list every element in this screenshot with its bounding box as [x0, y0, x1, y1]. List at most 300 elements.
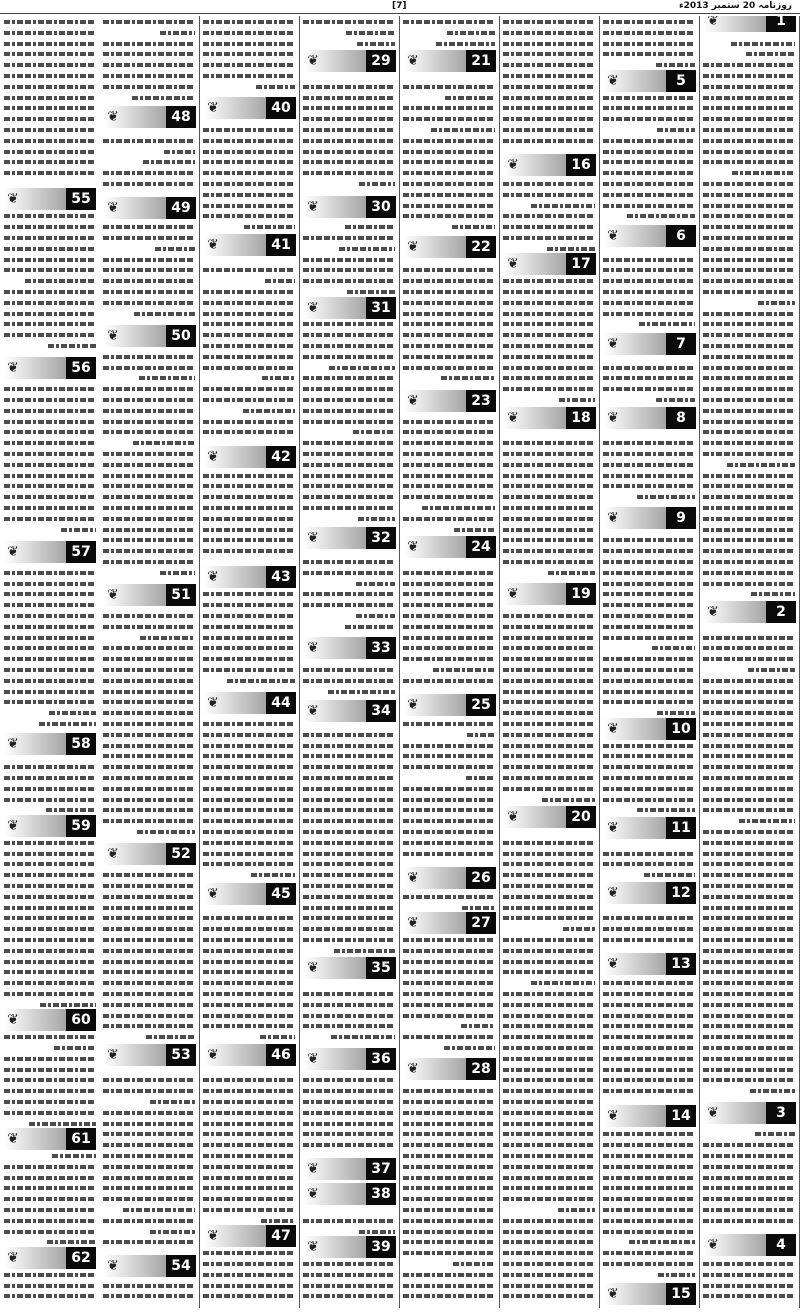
text-line	[103, 927, 195, 931]
text-line	[203, 733, 295, 737]
text-line	[503, 322, 595, 326]
text-line	[603, 171, 695, 175]
text-line	[4, 247, 96, 251]
text-line	[603, 1186, 695, 1190]
text-line	[356, 582, 395, 586]
section-number: 44	[266, 692, 296, 714]
leaf-ornament-icon: ❦	[7, 736, 19, 752]
leaf-ornament-icon: ❦	[307, 1051, 319, 1067]
text-line	[150, 1100, 195, 1104]
section-number: 13	[666, 953, 696, 975]
text-line	[103, 733, 195, 737]
text-line	[4, 992, 96, 996]
text-line	[461, 1024, 495, 1028]
text-line	[637, 808, 695, 812]
text-line	[657, 128, 695, 132]
text-line	[703, 798, 795, 802]
text-line	[603, 150, 695, 154]
section-header-58	[4, 733, 96, 755]
section-number: 54	[166, 1255, 196, 1277]
section-header-60	[4, 1009, 96, 1031]
leaf-ornament-icon: ❦	[507, 410, 519, 426]
text-line	[403, 657, 495, 661]
text-line	[503, 1230, 595, 1234]
text-line	[403, 1111, 495, 1115]
leaf-ornament-icon: ❦	[607, 73, 619, 89]
text-line	[103, 20, 195, 24]
text-line	[703, 1046, 795, 1050]
text-line	[260, 1035, 295, 1039]
text-line	[203, 798, 295, 802]
text-line	[4, 603, 96, 607]
text-line	[703, 636, 795, 640]
section-header-17	[504, 253, 596, 275]
text-line	[503, 646, 595, 650]
text-line	[703, 474, 795, 478]
text-line	[61, 528, 96, 532]
text-line	[403, 85, 495, 89]
text-line	[403, 204, 495, 208]
news-column-4	[300, 16, 400, 1308]
text-line	[467, 733, 495, 737]
text-line	[603, 1143, 695, 1147]
text-line	[603, 927, 695, 931]
text-line	[503, 42, 595, 46]
text-line	[203, 171, 295, 175]
text-line	[203, 322, 295, 326]
section-header-49	[104, 197, 196, 219]
section-header-48	[104, 106, 196, 128]
text-line	[303, 1111, 395, 1115]
text-line	[703, 409, 795, 413]
text-line	[503, 495, 595, 499]
text-line	[503, 938, 595, 942]
text-line	[4, 636, 96, 640]
section-number: 38	[366, 1183, 396, 1205]
text-line	[103, 1111, 195, 1115]
section-header-35	[304, 957, 396, 979]
text-line	[4, 301, 96, 305]
text-line	[403, 268, 495, 272]
leaf-ornament-icon: ❦	[407, 870, 419, 886]
section-header-15	[604, 1283, 696, 1305]
text-line	[503, 1154, 595, 1158]
text-line	[503, 225, 595, 229]
text-line	[731, 42, 795, 46]
text-line	[4, 1284, 96, 1288]
text-line	[303, 571, 395, 575]
leaf-ornament-icon: ❦	[207, 1047, 219, 1063]
text-line	[403, 1176, 495, 1180]
text-line	[4, 765, 96, 769]
text-line	[134, 312, 195, 316]
text-line	[4, 430, 96, 434]
text-line	[703, 193, 795, 197]
section-number: 34	[366, 700, 396, 722]
text-line	[256, 85, 295, 89]
text-line	[503, 1024, 595, 1028]
text-line	[303, 1262, 395, 1266]
text-line	[503, 1176, 595, 1180]
text-line	[503, 1035, 595, 1039]
text-line	[656, 63, 695, 67]
text-line	[503, 85, 595, 89]
text-line	[262, 376, 295, 380]
text-line	[103, 1197, 195, 1201]
text-line	[303, 1014, 395, 1018]
text-line	[503, 484, 595, 488]
text-line	[503, 722, 595, 726]
text-line	[703, 150, 795, 154]
text-line	[103, 765, 195, 769]
section-header-11	[604, 817, 696, 839]
text-line	[4, 441, 96, 445]
text-line	[203, 1273, 295, 1277]
text-line	[703, 722, 795, 726]
text-line	[303, 344, 395, 348]
leaf-ornament-icon: ❦	[507, 256, 519, 272]
text-line	[203, 970, 295, 974]
leaf-ornament-icon: ❦	[607, 956, 619, 972]
text-line	[328, 690, 395, 694]
text-line	[603, 754, 695, 758]
text-line	[329, 366, 395, 370]
text-line	[703, 1186, 795, 1190]
section-header-18	[504, 407, 596, 429]
text-line	[303, 603, 395, 607]
text-line	[703, 970, 795, 974]
text-line	[603, 96, 695, 100]
text-line	[603, 193, 695, 197]
text-line	[403, 484, 495, 488]
text-line	[503, 1014, 595, 1018]
text-line	[603, 625, 695, 629]
leaf-ornament-icon: ❦	[307, 300, 319, 316]
text-line	[542, 798, 595, 802]
text-line	[403, 160, 495, 164]
text-line	[558, 1208, 595, 1212]
text-line	[503, 1251, 595, 1255]
text-line	[103, 819, 195, 823]
text-line	[303, 160, 395, 164]
section-number: 2	[766, 601, 796, 623]
section-number: 15	[666, 1283, 696, 1305]
text-line	[503, 1165, 595, 1169]
text-line	[503, 862, 595, 866]
text-line	[503, 970, 595, 974]
text-line	[303, 1294, 395, 1298]
section-header-37	[304, 1158, 396, 1180]
section-number: 18	[566, 407, 596, 429]
text-line	[103, 387, 195, 391]
text-line	[703, 830, 795, 834]
text-line	[503, 549, 595, 553]
text-line	[4, 74, 96, 78]
text-line	[303, 474, 395, 478]
text-line	[203, 366, 295, 370]
text-line	[203, 1186, 295, 1190]
section-number: 57	[66, 541, 96, 563]
text-line	[303, 441, 395, 445]
leaf-ornament-icon: ❦	[7, 191, 19, 207]
text-line	[603, 1089, 695, 1093]
text-line	[603, 1132, 695, 1136]
text-line	[547, 247, 595, 251]
text-line	[503, 657, 595, 661]
text-line	[103, 484, 195, 488]
text-line	[503, 841, 595, 845]
text-line	[359, 1230, 395, 1234]
leaf-ornament-icon: ❦	[407, 697, 419, 713]
text-line	[603, 160, 695, 164]
section-number: 27	[466, 912, 496, 934]
text-line	[4, 841, 96, 845]
text-line	[103, 1186, 195, 1190]
text-line	[703, 63, 795, 67]
text-line	[453, 1262, 495, 1266]
text-line	[403, 20, 495, 24]
text-line	[603, 20, 695, 24]
text-line	[4, 1089, 96, 1093]
leaf-ornament-icon: ❦	[7, 818, 19, 834]
text-line	[703, 765, 795, 769]
section-number: 16	[566, 154, 596, 176]
text-line	[403, 1219, 495, 1223]
text-line	[303, 754, 395, 758]
text-line	[203, 31, 295, 35]
text-line	[503, 366, 595, 370]
text-line	[303, 1284, 395, 1288]
text-line	[103, 1078, 195, 1082]
text-line	[4, 884, 96, 888]
text-line	[357, 42, 395, 46]
text-line	[203, 290, 295, 294]
section-header-57	[4, 541, 96, 563]
text-line	[603, 916, 695, 920]
leaf-ornament-icon: ❦	[307, 1186, 319, 1202]
text-line	[629, 1240, 695, 1244]
text-line	[103, 1240, 195, 1244]
text-line	[4, 495, 96, 499]
text-line	[4, 171, 96, 175]
text-line	[103, 1122, 195, 1126]
news-column-2	[100, 16, 200, 1308]
text-line	[303, 798, 395, 802]
text-line	[503, 355, 595, 359]
text-line	[103, 182, 195, 186]
text-line	[103, 1219, 195, 1223]
text-line	[703, 981, 795, 985]
text-line	[703, 279, 795, 283]
section-number: 17	[566, 253, 596, 275]
section-header-31	[304, 297, 396, 319]
text-line	[103, 744, 195, 748]
text-line	[403, 322, 495, 326]
section-header-5	[604, 70, 696, 92]
text-line	[203, 1122, 295, 1126]
text-line	[203, 506, 295, 510]
section-header-4	[704, 1234, 796, 1256]
text-line	[403, 895, 495, 899]
text-line	[603, 852, 695, 856]
text-line	[503, 1284, 595, 1288]
section-header-32	[304, 527, 396, 549]
text-line	[203, 528, 295, 532]
text-line	[103, 560, 195, 564]
text-line	[203, 150, 295, 154]
text-line	[703, 754, 795, 758]
text-line	[4, 1186, 96, 1190]
leaf-ornament-icon: ❦	[107, 846, 119, 862]
text-line	[303, 106, 395, 110]
section-number: 43	[266, 566, 296, 588]
text-line	[403, 333, 495, 337]
text-line	[403, 1100, 495, 1104]
section-number: 61	[66, 1128, 96, 1150]
leaf-ornament-icon: ❦	[7, 544, 19, 560]
text-line	[103, 700, 195, 704]
text-line	[503, 506, 595, 510]
text-line	[703, 160, 795, 164]
text-line	[658, 1273, 695, 1277]
text-line	[25, 279, 96, 283]
text-line	[303, 258, 395, 262]
section-number: 50	[166, 325, 196, 347]
leaf-ornament-icon: ❦	[707, 1237, 719, 1253]
text-line	[403, 592, 495, 596]
text-line	[603, 484, 695, 488]
section-header-41	[204, 234, 296, 256]
text-line	[103, 495, 195, 499]
text-line	[103, 1014, 195, 1018]
text-line	[303, 96, 395, 100]
news-column-1	[0, 16, 100, 1308]
section-number: 32	[366, 527, 396, 549]
text-line	[603, 668, 695, 672]
text-line	[133, 441, 195, 445]
text-line	[4, 117, 96, 121]
text-line	[203, 63, 295, 67]
text-line	[403, 636, 495, 640]
text-line	[4, 312, 96, 316]
text-line	[403, 765, 495, 769]
text-line	[103, 646, 195, 650]
text-line	[403, 171, 495, 175]
text-line	[703, 247, 795, 251]
text-line	[52, 1154, 96, 1158]
section-header-22	[404, 236, 496, 258]
text-line	[703, 1078, 795, 1082]
section-number: 23	[466, 390, 496, 412]
text-line	[503, 668, 595, 672]
text-line	[4, 20, 96, 24]
text-line	[503, 765, 595, 769]
leaf-ornament-icon: ❦	[707, 604, 719, 620]
text-line	[303, 322, 395, 326]
text-line	[703, 376, 795, 380]
text-line	[203, 1111, 295, 1115]
section-header-12	[604, 882, 696, 904]
section-header-23	[404, 390, 496, 412]
text-line	[603, 636, 695, 640]
section-number: 37	[366, 1158, 396, 1180]
text-line	[703, 258, 795, 262]
text-line	[303, 1089, 395, 1093]
text-line	[347, 290, 395, 294]
text-line	[203, 301, 295, 305]
text-line	[703, 290, 795, 294]
text-line	[703, 128, 795, 132]
text-line	[103, 625, 195, 629]
text-line	[359, 182, 395, 186]
section-number: 39	[366, 1236, 396, 1258]
text-line	[603, 258, 695, 262]
text-line	[603, 657, 695, 661]
section-header-14	[604, 1105, 696, 1127]
text-line	[203, 1165, 295, 1169]
text-line	[503, 236, 595, 240]
text-line	[403, 366, 495, 370]
text-line	[303, 884, 395, 888]
text-line	[4, 1100, 96, 1104]
text-line	[203, 1154, 295, 1158]
text-line	[103, 258, 195, 262]
text-line	[303, 560, 395, 564]
leaf-ornament-icon: ❦	[707, 16, 719, 29]
text-line	[103, 949, 195, 953]
text-line	[345, 225, 395, 229]
text-line	[403, 344, 495, 348]
text-line	[103, 614, 195, 618]
text-line	[103, 236, 195, 240]
text-line	[103, 268, 195, 272]
text-line	[503, 376, 595, 380]
text-line	[4, 970, 96, 974]
leaf-ornament-icon: ❦	[207, 449, 219, 465]
text-line	[603, 376, 695, 380]
text-line	[303, 992, 395, 996]
text-line	[4, 42, 96, 46]
leaf-ornament-icon: ❦	[607, 721, 619, 737]
text-line	[503, 312, 595, 316]
section-header-29	[304, 50, 396, 72]
text-line	[758, 301, 795, 305]
text-line	[703, 214, 795, 218]
text-line	[548, 571, 595, 575]
leaf-ornament-icon: ❦	[407, 393, 419, 409]
leaf-ornament-icon: ❦	[607, 1286, 619, 1302]
text-line	[203, 636, 295, 640]
text-line	[403, 139, 495, 143]
section-header-51	[104, 584, 196, 606]
text-line	[403, 1122, 495, 1126]
text-line	[103, 517, 195, 521]
text-line	[103, 668, 195, 672]
text-line	[603, 992, 695, 996]
text-line	[703, 744, 795, 748]
text-line	[4, 582, 96, 586]
text-line	[703, 873, 795, 877]
text-line	[403, 614, 495, 618]
text-line	[503, 906, 595, 910]
text-line	[403, 1240, 495, 1244]
text-line	[603, 700, 695, 704]
section-number: 19	[566, 583, 596, 605]
text-line	[603, 1219, 695, 1223]
text-line	[503, 1197, 595, 1201]
section-number: 29	[366, 50, 396, 72]
text-line	[748, 668, 795, 672]
